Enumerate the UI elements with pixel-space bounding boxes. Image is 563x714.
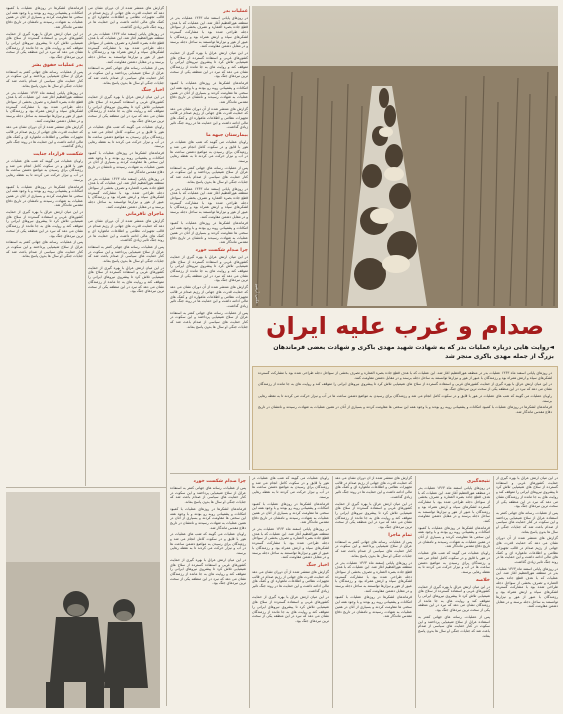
headline: صدام و غرب علیه ایران [265,312,545,340]
column-b2: نتیجه‌گیری در روزهای پایانی اسفند ماه ۱۳۶۳ عملیات بدر در منطقه هورالعظیم آغاز شد. این عملیات که با هدف قطع جاده بصره العماره و تصرف بخشی از سواحل دجله طراحی شده بود با مشارکت گسترده لشکرهای سپاه و ارتش همراه بود و رزمندگان با عبور از هور و نیزارها توانستند به ساحل دجله برسند و در مقابل دشمن مقاومت کنند. فرماندهان لشکرها در روزهای عملیات با کمبود امکانات و پشتیبانی روبه رو بودند و با وجود همه این سختی ها مقاومت کردند و بسیاری از آنان در همین عملیات به شهادت رسیدند و نامشان در تاریخ دفاع مقدس ماندگار شد. راویان عملیات می گویند که شب های عملیات در هور با قایق و در سکوت کامل انجام می شد و رزمندگان برای رسیدن به مواضع دشمن ساعت ها در آب و نیزار حرکت می کردند تا به نقطه رهایی برسند. خلاصه در این میان ارتش عراق با بهره گیری از حمایت کشورهای غربی و استفاده گسترده از سلاح های شیمیایی تلاش کرد تا پیشروی نیروهای ایرانی را متوقف کند و روایت های به جا مانده از رزمندگان نشان می دهد که نبرد در این منطقه یکی از سخت ترین نبردهای جنگ بود. پس از عملیات، رسانه های جهانی کمتر به استفاده عراق از سلاح شیمیایی پرداختند و این سکوت در کنار حمایت های سیاسی از صدام باعث شد که جنایات جنگی او سال ها بدون پاسخ بماند. [418,479,490,638]
deck: ◄روایت هایی درباره عملیات بدر که به شهادت شهید مهدی باکری و شهادت بعضی فرماندهان بزرگ از جمله مهدی باکری منجر شد [273,344,554,360]
column-b4: راویان عملیات می گویند که شب های عملیات در هور با قایق و در سکوت کامل انجام می شد و رزمندگان برای رسیدن به مواضع دشمن ساعت ها در آب و نیزار حرکت می کردند تا به نقطه رهایی برسند. فرماندهان لشکرها در روزهای عملیات با کمبود امکانات و پشتیبانی روبه رو بودند و با وجود همه این سختی ها مقاومت کردند و بسیاری از آنان در همین عملیات به شهادت رسیدند و نامشان در تاریخ دفاع مقدس ماندگار شد. در روزهای پایانی اسفند ماه ۱۳۶۳ عملیات بدر در منطقه هورالعظیم آغاز شد. این عملیات که با هدف قطع جاده بصره العماره و تصرف بخشی از سواحل دجله طراحی شده بود با مشارکت گسترده لشکرهای سپاه و ارتش همراه بود و رزمندگان با عبور از هور و نیزارها توانستند به ساحل دجله برسند و در مقابل دشمن مقاومت کنند. اخبار جنگ گزارش های منتشر شده از آن دوران نشان می دهد که حمایت قدرت های جهانی از رژیم صدام در قالب تجهیزات نظامی و اطلاعات ماهواره ای و کمک های مالی ادامه داشت و این حمایت ها در روند جنگ تاثیر زیادی گذاشت. در این میان ارتش عراق با بهره گیری از حمایت کشورهای غربی و استفاده گسترده از سلاح های شیمیایی تلاش کرد تا پیشروی نیروهای ایرانی را متوقف کند و روایت های به جا مانده از رزمندگان نشان می دهد که نبرد در این منطقه یکی از سخت ترین نبردهای جنگ بود. [252,476,329,623]
bottom-photo [6,492,160,708]
lead-box [252,366,558,470]
column-3: فرماندهان لشکرها در روزهای عملیات با کمبود امکانات و پشتیبانی روبه رو بودند و با وجود همه این سختی ها مقاومت کردند و بسیاری از آنان در همین عملیات به شهادت رسیدند و نامشان در تاریخ دفاع مقدس ماندگار شد. در این میان ارتش عراق با بهره گیری از حمایت کشورهای غربی و استفاده گسترده از سلاح های شیمیایی تلاش کرد تا پیشروی نیروهای ایرانی را متوقف کند و روایت های به جا مانده از رزمندگان نشان می دهد که نبرد در این منطقه یکی از سخت ترین نبردهای جنگ بود. بدر عملیات حقوق بشر پس از عملیات، رسانه های جهانی کمتر به استفاده عراق از سلاح شیمیایی پرداختند و این سکوت در کنار حمایت های سیاسی از صدام باعث شد که جنایات جنگی او سال ها بدون پاسخ بماند. در روزهای پایانی اسفند ماه ۱۳۶۳ عملیات بدر در منطقه هورالعظیم آغاز شد. این عملیات که با هدف قطع جاده بصره العماره و تصرف بخشی از سواحل دجله طراحی شده بود با مشارکت گسترده لشکرهای سپاه و ارتش همراه بود و رزمندگان با عبور از هور و نیزارها توانستند به ساحل دجله برسند و در مقابل دشمن مقاومت کنند. گزارش های منتشر شده از آن دوران نشان می دهد که حمایت قدرت های جهانی از رژیم صدام در قالب تجهیزات نظامی و اطلاعات ماهواره ای و کمک های مالی ادامه داشت و این حمایت ها در روند جنگ تاثیر زیادی گذاشت. شکست قرارداد جنایت راویان عملیات می گویند که شب های عملیات در هور با قایق و در سکوت کامل انجام می شد و رزمندگان برای رسیدن به مواضع دشمن ساعت ها در آب و نیزار حرکت می کردند تا به نقطه رهایی برسند. فرماندهان لشکرها در روزهای عملیات با کمبود امکانات و پشتیبانی روبه رو بودند و با وجود همه این سختی ها مقاومت کردند و بسیاری از آنان در همین عملیات به شهادت رسیدند و نامشان در تاریخ دفاع مقدس ماندگار شد. در این میان ارتش عراق با بهره گیری از حمایت کشورهای غربی و استفاده گسترده از سلاح های شیمیایی تلاش کرد تا پیشروی نیروهای ایرانی را متوقف کند و روایت های به جا مانده از رزمندگان نشان می دهد که نبرد در این منطقه یکی از سخت ترین نبردهای جنگ بود. پس از عملیات، رسانه های جهانی کمتر به استفاده عراق از سلاح شیمیایی پرداختند و این سکوت در کنار حمایت های سیاسی از صدام باعث شد که جنایات جنگی او سال ها بدون پاسخ بماند. [6,6,83,259]
column-b1: در این میان ارتش عراق با بهره گیری از حمایت کشورهای غربی و استفاده گسترده از سلاح های شیمیایی تلاش کرد تا پیشروی نیروهای ایرانی را متوقف کند و روایت های به جا مانده از رزمندگان نشان می دهد که نبرد در این منطقه یکی از سخت ترین نبردهای جنگ بود. پس از عملیات، رسانه های جهانی کمتر به استفاده عراق از سلاح شیمیایی پرداختند و این سکوت در کنار حمایت های سیاسی از صدام باعث شد که جنایات جنگی او سال ها بدون پاسخ بماند. گزارش های منتشر شده از آن دوران نشان می دهد که حمایت قدرت های جهانی از رژیم صدام در قالب تجهیزات نظامی و اطلاعات ماهواره ای و کمک های مالی ادامه داشت و این حمایت ها در روند جنگ تاثیر زیادی گذاشت. در روزهای پایانی اسفند ماه ۱۳۶۳ عملیات بدر در منطقه هورالعظیم آغاز شد. این عملیات که با هدف قطع جاده بصره العماره و تصرف بخشی از سواحل دجله طراحی شده بود با مشارکت گسترده لشکرهای سپاه و ارتش همراه بود و رزمندگان با عبور از هور و نیزارها توانستند به ساحل دجله برسند و در مقابل دشمن مقاومت کنند. [496,476,558,609]
column-b5: چرا صدام شکست خورد پس از عملیات، رسانه های جهانی کمتر به استفاده عراق از سلاح شیمیایی پرداختند و این سکوت در کنار حمایت های سیاسی از صدام باعث شد که جنایات جنگی او سال ها بدون پاسخ بماند. فرماندهان لشکرها در روزهای عملیات با کمبود امکانات و پشتیبانی روبه رو بودند و با وجود همه این سختی ها مقاومت کردند و بسیاری از آنان در همین عملیات به شهادت رسیدند و نامشان در تاریخ دفاع مقدس ماندگار شد. راویان عملیات می گویند که شب های عملیات در هور با قایق و در سکوت کامل انجام می شد و رزمندگان برای رسیدن به مواضع دشمن ساعت ها در آب و نیزار حرکت می کردند تا به نقطه رهایی برسند. در این میان ارتش عراق با بهره گیری از حمایت کشورهای غربی و استفاده گسترده از سلاح های شیمیایی تلاش کرد تا پیشروی نیروهای ایرانی را متوقف کند و روایت های به جا مانده از رزمندگان نشان می دهد که نبرد در این منطقه یکی از سخت ترین نبردهای جنگ بود. [170,479,246,586]
column-1: عملیات بدر در روزهای پایانی اسفند ماه ۱۳۶۳ عملیات بدر در منطقه هورالعظیم آغاز شد. این عملیات که با هدف قطع جاده بصره العماره و تصرف بخشی از سواحل دجله طراحی شده بود با مشارکت گسترده لشکرهای سپاه و ارتش همراه بود و رزمندگان با عبور از هور و نیزارها توانستند به ساحل دجله برسند و در مقابل دشمن مقاومت کنند. در این میان ارتش عراق با بهره گیری از حمایت کشورهای غربی و استفاده گسترده از سلاح های شیمیایی تلاش کرد تا پیشروی نیروهای ایرانی را متوقف کند و روایت های به جا مانده از رزمندگان نشان می دهد که نبرد در این منطقه یکی از سخت ترین نبردهای جنگ بود. فرماندهان لشکرها در روزهای عملیات با کمبود امکانات و پشتیبانی روبه رو بودند و با وجود همه این سختی ها مقاومت کردند و بسیاری از آنان در همین عملیات به شهادت رسیدند و نامشان در تاریخ دفاع مقدس ماندگار شد. گزارش های منتشر شده از آن دوران نشان می دهد که حمایت قدرت های جهانی از رژیم صدام در قالب تجهیزات نظامی و اطلاعات ماهواره ای و کمک های مالی ادامه داشت و این حمایت ها در روند جنگ تاثیر زیادی گذاشت. بیمارستان جبهه ما راویان عملیات می گویند که شب های عملیات در هور با قایق و در سکوت کامل انجام می شد و رزمندگان برای رسیدن به مواضع دشمن ساعت ها در آب و نیزار حرکت می کردند تا به نقطه رهایی برسند. پس از عملیات، رسانه های جهانی کمتر به استفاده عراق از سلاح شیمیایی پرداختند و این سکوت در کنار حمایت های سیاسی از صدام باعث شد که جنایات جنگی او سال ها بدون پاسخ بماند. در روزهای پایانی اسفند ماه ۱۳۶۳ عملیات بدر در منطقه هورالعظیم آغاز شد. این عملیات که با هدف قطع جاده بصره العماره و تصرف بخشی از سواحل دجله طراحی شده بود با مشارکت گسترده لشکرهای سپاه و ارتش همراه بود و رزمندگان با عبور از هور و نیزارها توانستند به ساحل دجله برسند و در مقابل دشمن مقاومت کنند. فرماندهان لشکرها در روزهای عملیات با کمبود امکانات و پشتیبانی روبه رو بودند و با وجود همه این سختی ها مقاومت کردند و بسیاری از آنان در همین عملیات به شهادت رسیدند و نامشان در تاریخ دفاع مقدس ماندگار شد. چرا صدام شکست خورد در این میان ارتش عراق با بهره گیری از حمایت کشورهای غربی و استفاده گسترده از سلاح های شیمیایی تلاش کرد تا پیشروی نیروهای ایرانی را متوقف کند و روایت های به جا مانده از رزمندگان نشان می دهد که نبرد در این منطقه یکی از سخت ترین نبردهای جنگ بود. گزارش های منتشر شده از آن دوران نشان می دهد که حمایت قدرت های جهانی از رژیم صدام در قالب تجهیزات نظامی و اطلاعات ماهواره ای و کمک های مالی ادامه داشت و این حمایت ها در روند جنگ تاثیر زیادی گذاشت. پس از عملیات، رسانه های جهانی کمتر به استفاده عراق از سلاح شیمیایی پرداختند و این سکوت در کنار حمایت های سیاسی از صدام باعث شد که جنایات جنگی او سال ها بدون پاسخ بماند. [170,9,248,329]
column-2: گزارش های منتشر شده از آن دوران نشان می دهد که حمایت قدرت های جهانی از رژیم صدام در قالب تجهیزات نظامی و اطلاعات ماهواره ای و کمک های مالی ادامه داشت و این حمایت ها در روند جنگ تاثیر زیادی گذاشت. در روزهای پایانی اسفند ماه ۱۳۶۳ عملیات بدر در منطقه هورالعظیم آغاز شد. این عملیات که با هدف قطع جاده بصره العماره و تصرف بخشی از سواحل دجله طراحی شده بود با مشارکت گسترده لشکرهای سپاه و ارتش همراه بود و رزمندگان با عبور از هور و نیزارها توانستند به ساحل دجله برسند و در مقابل دشمن مقاومت کنند. پس از عملیات، رسانه های جهانی کمتر به استفاده عراق از سلاح شیمیایی پرداختند و این سکوت در کنار حمایت های سیاسی از صدام باعث شد که جنایات جنگی او سال ها بدون پاسخ بماند. اخبار جنگ در این میان ارتش عراق با بهره گیری از حمایت کشورهای غربی و استفاده گسترده از سلاح های شیمیایی تلاش کرد تا پیشروی نیروهای ایرانی را متوقف کند و روایت های به جا مانده از رزمندگان نشان می دهد که نبرد در این منطقه یکی از سخت ترین نبردهای جنگ بود. راویان عملیات می گویند که شب های عملیات در هور با قایق و در سکوت کامل انجام می شد و رزمندگان برای رسیدن به مواضع دشمن ساعت ها در آب و نیزار حرکت می کردند تا به نقطه رهایی برسند. فرماندهان لشکرها در روزهای عملیات با کمبود امکانات و پشتیبانی روبه رو بودند و با وجود همه این سختی ها مقاومت کردند و بسیاری از آنان در همین عملیات به شهادت رسیدند و نامشان در تاریخ دفاع مقدس ماندگار شد. در روزهای پایانی اسفند ماه ۱۳۶۳ عملیات بدر در منطقه هورالعظیم آغاز شد. این عملیات که با هدف قطع جاده بصره العماره و تصرف بخشی از سواحل دجله طراحی شده بود با مشارکت گسترده لشکرهای سپاه و ارتش همراه بود و رزمندگان با عبور از هور و نیزارها توانستند به ساحل دجله برسند و در مقابل دشمن مقاومت کنند. ماجرای نافرمانی گزارش های منتشر شده از آن دوران نشان می دهد که حمایت قدرت های جهانی از رژیم صدام در قالب تجهیزات نظامی و اطلاعات ماهواره ای و کمک های مالی ادامه داشت و این حمایت ها در روند جنگ تاثیر زیادی گذاشت. پس از عملیات، رسانه های جهانی کمتر به استفاده عراق از سلاح شیمیایی پرداختند و این سکوت در کنار حمایت های سیاسی از صدام باعث شد که جنایات جنگی او سال ها بدون پاسخ بماند. در این میان ارتش عراق با بهره گیری از حمایت کشورهای غربی و استفاده گسترده از سلاح های شیمیایی تلاش کرد تا پیشروی نیروهای ایرانی را متوقف کند و روایت های به جا مانده از رزمندگان نشان می دهد که نبرد در این منطقه یکی از سخت ترین نبردهای جنگ بود. [88,6,164,294]
photo-credit: عکس: آرشیو [255,284,259,304]
lead-text: در روزهای پایانی اسفند ماه ۱۳۶۳ عملیات بدر در منطقه هورالعظیم آغاز شد. این عملیات که با هدف قطع جاده بصره العماره و تصرف بخشی از سواحل دجله طراحی شده بود با مشارکت گسترده لشکرهای سپاه و ارتش همراه بود و رزمندگان با عبور از هور و نیزارها توانستند به ساحل دجله برسند و در مقابل دشمن مقاومت کنند. در این میان ارتش عراق با بهره گیری از حمایت کشورهای غربی و استفاده گسترده از سلاح های شیمیایی تلاش کرد تا پیشروی نیروهای ایرانی را متوقف کند و روایت های به جا مانده از رزمندگان نشان می دهد که نبرد در این منطقه یکی از سخت ترین نبردهای جنگ بود. راویان عملیات می گویند که شب های عملیات در هور با قایق و در سکوت کامل انجام می شد و رزمندگان برای رسیدن به مواضع دشمن ساعت ها در آب و نیزار حرکت می کردند تا به نقطه رهایی برسند. فرماندهان لشکرها در روزهای عملیات با کمبود امکانات و پشتیبانی روبه رو بودند و با وجود همه این سختی ها مقاومت کردند و بسیاری از آنان در همین عملیات به شهادت رسیدند و نامشان در تاریخ دفاع مقدس ماندگار شد. [258,371,552,414]
main-photo [252,6,558,308]
column-b3: گزارش های منتشر شده از آن دوران نشان می دهد که حمایت قدرت های جهانی از رژیم صدام در قالب تجهیزات نظامی و اطلاعات ماهواره ای و کمک های مالی ادامه داشت و این حمایت ها در روند جنگ تاثیر زیادی گذاشت. در این میان ارتش عراق با بهره گیری از حمایت کشورهای غربی و استفاده گسترده از سلاح های شیمیایی تلاش کرد تا پیشروی نیروهای ایرانی را متوقف کند و روایت های به جا مانده از رزمندگان نشان می دهد که نبرد در این منطقه یکی از سخت ترین نبردهای جنگ بود. تمام ماجرا پس از عملیات، رسانه های جهانی کمتر به استفاده عراق از سلاح شیمیایی پرداختند و این سکوت در کنار حمایت های سیاسی از صدام باعث شد که جنایات جنگی او سال ها بدون پاسخ بماند. در روزهای پایانی اسفند ماه ۱۳۶۳ عملیات بدر در منطقه هورالعظیم آغاز شد. این عملیات که با هدف قطع جاده بصره العماره و تصرف بخشی از سواحل دجله طراحی شده بود با مشارکت گسترده لشکرهای سپاه و ارتش همراه بود و رزمندگان با عبور از هور و نیزارها توانستند به ساحل دجله برسند و در مقابل دشمن مقاومت کنند. فرماندهان لشکرها در روزهای عملیات با کمبود امکانات و پشتیبانی روبه رو بودند و با وجود همه این سختی ها مقاومت کردند و بسیاری از آنان در همین عملیات به شهادت رسیدند و نامشان در تاریخ دفاع مقدس ماندگار شد. [335,476,412,619]
